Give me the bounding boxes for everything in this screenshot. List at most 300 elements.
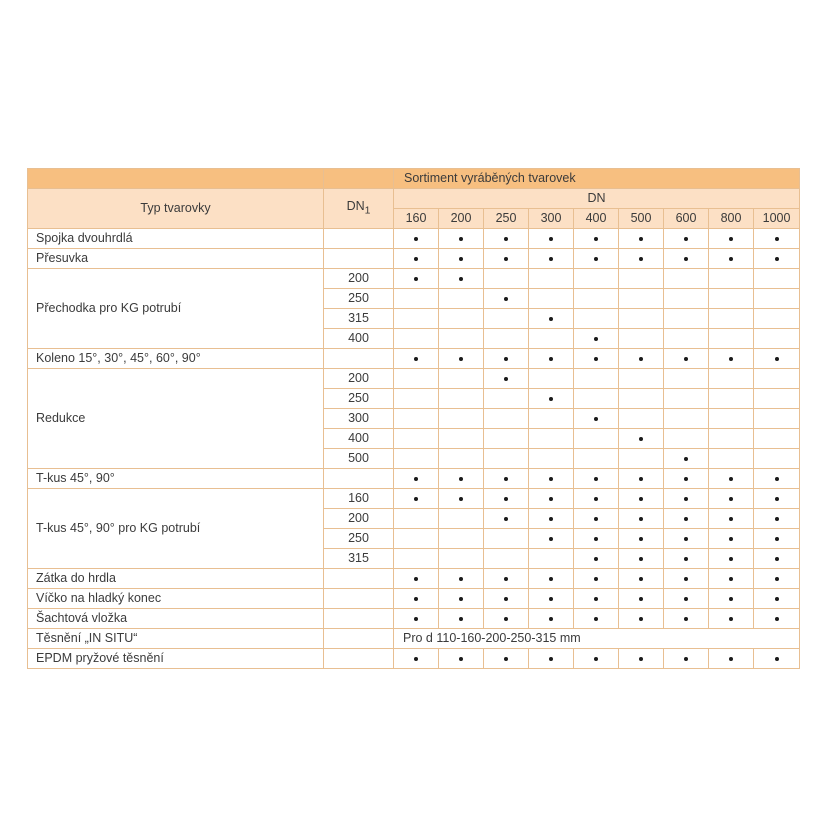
availability-cell-dn500 bbox=[619, 529, 664, 549]
availability-cell-dn160 bbox=[394, 249, 439, 269]
availability-cell-dn500 bbox=[619, 449, 664, 469]
availability-cell-dn800 bbox=[709, 369, 754, 389]
availability-cell-dn200 bbox=[439, 389, 484, 409]
availability-cell-dn400 bbox=[574, 589, 619, 609]
availability-dot-icon bbox=[504, 597, 508, 601]
availability-dot-icon bbox=[414, 497, 418, 501]
availability-cell-dn1000 bbox=[754, 409, 800, 429]
table-row bbox=[28, 229, 800, 249]
row-label: Víčko na hladký konec bbox=[28, 589, 324, 609]
availability-cell-dn800 bbox=[709, 309, 754, 329]
availability-dot-icon bbox=[594, 237, 598, 241]
availability-cell-dn300 bbox=[529, 509, 574, 529]
availability-dot-icon bbox=[684, 617, 688, 621]
fittings-assortment-table bbox=[27, 168, 800, 669]
availability-cell-dn600 bbox=[664, 609, 709, 629]
availability-cell-dn300 bbox=[529, 569, 574, 589]
availability-cell-dn200 bbox=[439, 329, 484, 349]
header-corner-blank bbox=[28, 169, 324, 189]
availability-dot-icon bbox=[594, 337, 598, 341]
availability-cell-dn300 bbox=[529, 289, 574, 309]
availability-cell-dn500 bbox=[619, 589, 664, 609]
availability-cell-dn1000 bbox=[754, 569, 800, 589]
availability-dot-icon bbox=[414, 657, 418, 661]
availability-cell-dn1000 bbox=[754, 369, 800, 389]
availability-cell-dn200 bbox=[439, 269, 484, 289]
availability-cell-dn250 bbox=[484, 449, 529, 469]
availability-cell-dn300 bbox=[529, 329, 574, 349]
column-header-dn1 bbox=[324, 189, 394, 229]
row-dn1-value bbox=[324, 349, 394, 369]
availability-cell-dn800 bbox=[709, 329, 754, 349]
availability-cell-dn200 bbox=[439, 609, 484, 629]
row-label: EPDM pryžové těsnění bbox=[28, 649, 324, 669]
availability-cell-dn600 bbox=[664, 589, 709, 609]
availability-dot-icon bbox=[729, 497, 733, 501]
availability-dot-icon bbox=[549, 537, 553, 541]
availability-cell-dn200 bbox=[439, 429, 484, 449]
availability-cell-dn300 bbox=[529, 649, 574, 669]
availability-cell-dn250 bbox=[484, 389, 529, 409]
availability-cell-dn400 bbox=[574, 489, 619, 509]
table-body bbox=[28, 229, 800, 669]
availability-cell-dn300 bbox=[529, 449, 574, 469]
availability-cell-dn500 bbox=[619, 409, 664, 429]
availability-cell-dn400 bbox=[574, 349, 619, 369]
availability-cell-dn600 bbox=[664, 369, 709, 389]
availability-cell-dn160 bbox=[394, 369, 439, 389]
availability-dot-icon bbox=[684, 477, 688, 481]
availability-cell-dn250 bbox=[484, 269, 529, 289]
row-label: Spojka dvouhrdlá bbox=[28, 229, 324, 249]
availability-dot-icon bbox=[504, 517, 508, 521]
availability-dot-icon bbox=[549, 477, 553, 481]
availability-cell-dn160 bbox=[394, 429, 439, 449]
availability-dot-icon bbox=[549, 317, 553, 321]
table-row bbox=[28, 349, 800, 369]
availability-cell-dn250 bbox=[484, 309, 529, 329]
availability-cell-dn600 bbox=[664, 469, 709, 489]
availability-cell-dn500 bbox=[619, 649, 664, 669]
column-header-size-600: 600 bbox=[664, 209, 709, 229]
availability-dot-icon bbox=[684, 257, 688, 261]
availability-dot-icon bbox=[504, 577, 508, 581]
availability-dot-icon bbox=[775, 657, 779, 661]
row-label: Šachtová vložka bbox=[28, 609, 324, 629]
availability-cell-dn300 bbox=[529, 609, 574, 629]
row-label: Přesuvka bbox=[28, 249, 324, 269]
availability-dot-icon bbox=[639, 617, 643, 621]
availability-cell-dn250 bbox=[484, 489, 529, 509]
availability-dot-icon bbox=[414, 257, 418, 261]
availability-cell-dn400 bbox=[574, 529, 619, 549]
availability-dot-icon bbox=[775, 537, 779, 541]
availability-cell-dn800 bbox=[709, 289, 754, 309]
availability-dot-icon bbox=[459, 617, 463, 621]
availability-dot-icon bbox=[775, 257, 779, 261]
availability-dot-icon bbox=[414, 617, 418, 621]
availability-cell-dn600 bbox=[664, 269, 709, 289]
availability-dot-icon bbox=[729, 477, 733, 481]
availability-cell-dn160 bbox=[394, 269, 439, 289]
availability-dot-icon bbox=[729, 257, 733, 261]
availability-cell-dn1000 bbox=[754, 229, 800, 249]
column-header-size-800: 800 bbox=[709, 209, 754, 229]
availability-cell-dn800 bbox=[709, 529, 754, 549]
row-dn1-value: 500 bbox=[324, 449, 394, 469]
availability-dot-icon bbox=[594, 417, 598, 421]
availability-cell-dn400 bbox=[574, 449, 619, 469]
availability-dot-icon bbox=[459, 237, 463, 241]
availability-cell-dn250 bbox=[484, 369, 529, 389]
row-dn1-value: 250 bbox=[324, 529, 394, 549]
availability-cell-dn250 bbox=[484, 469, 529, 489]
availability-dot-icon bbox=[594, 657, 598, 661]
row-dn1-value: 400 bbox=[324, 429, 394, 449]
availability-cell-dn200 bbox=[439, 309, 484, 329]
row-label: Koleno 15°, 30°, 45°, 60°, 90° bbox=[28, 349, 324, 369]
availability-cell-dn500 bbox=[619, 329, 664, 349]
availability-cell-dn300 bbox=[529, 549, 574, 569]
availability-dot-icon bbox=[504, 657, 508, 661]
column-header-size-200: 200 bbox=[439, 209, 484, 229]
availability-cell-dn250 bbox=[484, 429, 529, 449]
availability-cell-dn800 bbox=[709, 609, 754, 629]
row-dn1-value bbox=[324, 589, 394, 609]
column-header-size-400: 400 bbox=[574, 209, 619, 229]
availability-cell-dn800 bbox=[709, 349, 754, 369]
availability-dot-icon bbox=[459, 597, 463, 601]
column-header-size-500: 500 bbox=[619, 209, 664, 229]
fittings-table-container bbox=[27, 168, 799, 669]
availability-cell-dn500 bbox=[619, 469, 664, 489]
availability-cell-dn600 bbox=[664, 229, 709, 249]
availability-cell-dn200 bbox=[439, 489, 484, 509]
availability-cell-dn300 bbox=[529, 529, 574, 549]
availability-cell-dn800 bbox=[709, 569, 754, 589]
availability-dot-icon bbox=[459, 357, 463, 361]
availability-dot-icon bbox=[684, 557, 688, 561]
availability-cell-dn600 bbox=[664, 309, 709, 329]
availability-dot-icon bbox=[684, 537, 688, 541]
availability-cell-dn400 bbox=[574, 249, 619, 269]
availability-cell-dn1000 bbox=[754, 289, 800, 309]
availability-dot-icon bbox=[594, 477, 598, 481]
availability-cell-dn160 bbox=[394, 609, 439, 629]
availability-cell-dn250 bbox=[484, 549, 529, 569]
row-dn1-value: 200 bbox=[324, 269, 394, 289]
availability-cell-dn600 bbox=[664, 349, 709, 369]
availability-cell-dn500 bbox=[619, 269, 664, 289]
availability-dot-icon bbox=[775, 497, 779, 501]
availability-cell-dn300 bbox=[529, 349, 574, 369]
availability-cell-dn1000 bbox=[754, 649, 800, 669]
availability-cell-dn1000 bbox=[754, 589, 800, 609]
availability-cell-dn800 bbox=[709, 589, 754, 609]
availability-dot-icon bbox=[414, 237, 418, 241]
availability-dot-icon bbox=[775, 357, 779, 361]
row-dn1-value bbox=[324, 629, 394, 649]
availability-dot-icon bbox=[684, 657, 688, 661]
availability-cell-dn1000 bbox=[754, 269, 800, 289]
row-dn1-value bbox=[324, 609, 394, 629]
availability-dot-icon bbox=[639, 237, 643, 241]
availability-cell-dn160 bbox=[394, 389, 439, 409]
availability-cell-dn300 bbox=[529, 389, 574, 409]
availability-dot-icon bbox=[775, 597, 779, 601]
availability-dot-icon bbox=[414, 277, 418, 281]
availability-cell-dn250 bbox=[484, 289, 529, 309]
availability-dot-icon bbox=[504, 257, 508, 261]
availability-cell-dn250 bbox=[484, 529, 529, 549]
availability-cell-dn1000 bbox=[754, 249, 800, 269]
availability-dot-icon bbox=[684, 457, 688, 461]
availability-dot-icon bbox=[729, 577, 733, 581]
availability-dot-icon bbox=[549, 357, 553, 361]
availability-cell-dn600 bbox=[664, 449, 709, 469]
availability-cell-dn1000 bbox=[754, 609, 800, 629]
availability-cell-dn200 bbox=[439, 289, 484, 309]
availability-cell-dn300 bbox=[529, 589, 574, 609]
availability-cell-dn400 bbox=[574, 289, 619, 309]
table-row bbox=[28, 469, 800, 489]
availability-cell-dn500 bbox=[619, 389, 664, 409]
availability-dot-icon bbox=[504, 237, 508, 241]
availability-dot-icon bbox=[775, 577, 779, 581]
availability-cell-dn400 bbox=[574, 409, 619, 429]
header-title-row bbox=[28, 169, 800, 189]
availability-dot-icon bbox=[504, 297, 508, 301]
availability-cell-dn600 bbox=[664, 389, 709, 409]
availability-cell-dn800 bbox=[709, 249, 754, 269]
availability-cell-dn300 bbox=[529, 489, 574, 509]
table-row bbox=[28, 369, 800, 389]
availability-cell-dn800 bbox=[709, 409, 754, 429]
availability-cell-dn800 bbox=[709, 509, 754, 529]
availability-cell-dn250 bbox=[484, 569, 529, 589]
availability-dot-icon bbox=[775, 617, 779, 621]
availability-dot-icon bbox=[459, 497, 463, 501]
header-corner-blank-2 bbox=[324, 169, 394, 189]
availability-cell-dn400 bbox=[574, 229, 619, 249]
availability-cell-dn500 bbox=[619, 569, 664, 589]
availability-dot-icon bbox=[639, 517, 643, 521]
availability-dot-icon bbox=[594, 597, 598, 601]
availability-dot-icon bbox=[729, 657, 733, 661]
availability-dot-icon bbox=[414, 477, 418, 481]
availability-cell-dn400 bbox=[574, 569, 619, 589]
availability-cell-dn1000 bbox=[754, 309, 800, 329]
column-header-dn-group: DN bbox=[394, 189, 800, 209]
availability-cell-dn500 bbox=[619, 429, 664, 449]
header-group-row bbox=[28, 189, 800, 209]
availability-dot-icon bbox=[459, 657, 463, 661]
availability-cell-dn800 bbox=[709, 489, 754, 509]
row-dn1-value: 250 bbox=[324, 289, 394, 309]
availability-cell-dn250 bbox=[484, 589, 529, 609]
table-row bbox=[28, 249, 800, 269]
availability-dot-icon bbox=[504, 617, 508, 621]
availability-cell-dn250 bbox=[484, 609, 529, 629]
availability-dot-icon bbox=[594, 577, 598, 581]
availability-dot-icon bbox=[594, 357, 598, 361]
availability-cell-dn160 bbox=[394, 489, 439, 509]
availability-cell-dn500 bbox=[619, 349, 664, 369]
availability-cell-dn250 bbox=[484, 249, 529, 269]
availability-cell-dn160 bbox=[394, 549, 439, 569]
row-dn1-value: 315 bbox=[324, 309, 394, 329]
row-dn1-value bbox=[324, 649, 394, 669]
row-dn1-value: 160 bbox=[324, 489, 394, 509]
row-dn1-value: 250 bbox=[324, 389, 394, 409]
availability-dot-icon bbox=[639, 257, 643, 261]
availability-cell-dn400 bbox=[574, 509, 619, 529]
availability-cell-dn1000 bbox=[754, 489, 800, 509]
row-dn1-value bbox=[324, 469, 394, 489]
availability-cell-dn500 bbox=[619, 509, 664, 529]
availability-cell-dn200 bbox=[439, 409, 484, 429]
availability-cell-dn400 bbox=[574, 269, 619, 289]
availability-cell-dn500 bbox=[619, 289, 664, 309]
availability-cell-dn600 bbox=[664, 489, 709, 509]
availability-cell-dn300 bbox=[529, 249, 574, 269]
availability-cell-dn160 bbox=[394, 349, 439, 369]
availability-cell-dn250 bbox=[484, 649, 529, 669]
availability-cell-dn400 bbox=[574, 649, 619, 669]
availability-dot-icon bbox=[549, 497, 553, 501]
availability-dot-icon bbox=[504, 357, 508, 361]
availability-dot-icon bbox=[549, 597, 553, 601]
availability-cell-dn250 bbox=[484, 229, 529, 249]
availability-dot-icon bbox=[549, 577, 553, 581]
availability-cell-dn200 bbox=[439, 569, 484, 589]
row-dn1-value: 300 bbox=[324, 409, 394, 429]
availability-cell-dn160 bbox=[394, 569, 439, 589]
availability-cell-dn160 bbox=[394, 589, 439, 609]
availability-dot-icon bbox=[639, 497, 643, 501]
availability-cell-dn200 bbox=[439, 369, 484, 389]
availability-cell-dn300 bbox=[529, 309, 574, 329]
availability-cell-dn200 bbox=[439, 469, 484, 489]
availability-cell-dn500 bbox=[619, 489, 664, 509]
availability-cell-dn250 bbox=[484, 509, 529, 529]
availability-cell-dn250 bbox=[484, 409, 529, 429]
availability-dot-icon bbox=[549, 517, 553, 521]
column-header-size-250: 250 bbox=[484, 209, 529, 229]
availability-cell-dn500 bbox=[619, 609, 664, 629]
availability-dot-icon bbox=[729, 537, 733, 541]
availability-dot-icon bbox=[459, 277, 463, 281]
availability-dot-icon bbox=[639, 657, 643, 661]
availability-cell-dn600 bbox=[664, 249, 709, 269]
availability-dot-icon bbox=[549, 397, 553, 401]
availability-dot-icon bbox=[639, 357, 643, 361]
availability-dot-icon bbox=[729, 597, 733, 601]
row-label: T-kus 45°, 90° pro KG potrubí bbox=[28, 489, 324, 569]
row-dn1-value: 200 bbox=[324, 369, 394, 389]
availability-cell-dn800 bbox=[709, 229, 754, 249]
table-row bbox=[28, 489, 800, 509]
availability-cell-dn400 bbox=[574, 549, 619, 569]
availability-dot-icon bbox=[504, 377, 508, 381]
availability-cell-dn800 bbox=[709, 449, 754, 469]
availability-cell-dn160 bbox=[394, 409, 439, 429]
availability-cell-dn160 bbox=[394, 309, 439, 329]
availability-dot-icon bbox=[775, 477, 779, 481]
availability-dot-icon bbox=[684, 517, 688, 521]
availability-dot-icon bbox=[594, 257, 598, 261]
availability-dot-icon bbox=[459, 477, 463, 481]
availability-dot-icon bbox=[549, 657, 553, 661]
availability-cell-dn1000 bbox=[754, 329, 800, 349]
availability-cell-dn800 bbox=[709, 649, 754, 669]
column-header-size-300: 300 bbox=[529, 209, 574, 229]
availability-cell-dn200 bbox=[439, 249, 484, 269]
availability-cell-dn600 bbox=[664, 289, 709, 309]
availability-dot-icon bbox=[504, 497, 508, 501]
availability-dot-icon bbox=[775, 237, 779, 241]
availability-cell-dn200 bbox=[439, 449, 484, 469]
availability-dot-icon bbox=[729, 357, 733, 361]
table-row bbox=[28, 589, 800, 609]
availability-cell-dn300 bbox=[529, 269, 574, 289]
availability-cell-dn1000 bbox=[754, 529, 800, 549]
availability-dot-icon bbox=[594, 557, 598, 561]
availability-cell-dn300 bbox=[529, 469, 574, 489]
row-dn1-value: 315 bbox=[324, 549, 394, 569]
availability-dot-icon bbox=[639, 577, 643, 581]
availability-cell-dn600 bbox=[664, 409, 709, 429]
availability-cell-dn400 bbox=[574, 309, 619, 329]
availability-cell-dn200 bbox=[439, 589, 484, 609]
table-header bbox=[28, 169, 800, 229]
availability-cell-dn500 bbox=[619, 549, 664, 569]
row-dn1-value bbox=[324, 249, 394, 269]
availability-cell-dn160 bbox=[394, 289, 439, 309]
availability-dot-icon bbox=[684, 357, 688, 361]
availability-cell-dn400 bbox=[574, 389, 619, 409]
availability-cell-dn500 bbox=[619, 369, 664, 389]
table-row bbox=[28, 569, 800, 589]
availability-dot-icon bbox=[459, 577, 463, 581]
row-dn1-value bbox=[324, 569, 394, 589]
availability-dot-icon bbox=[639, 477, 643, 481]
row-label: Těsnění „IN SITU“ bbox=[28, 629, 324, 649]
availability-cell-dn800 bbox=[709, 549, 754, 569]
availability-cell-dn160 bbox=[394, 229, 439, 249]
column-header-type: Typ tvarovky bbox=[28, 189, 324, 229]
availability-dot-icon bbox=[729, 517, 733, 521]
availability-cell-dn300 bbox=[529, 429, 574, 449]
availability-cell-dn600 bbox=[664, 529, 709, 549]
availability-dot-icon bbox=[639, 537, 643, 541]
table-row bbox=[28, 269, 800, 289]
availability-dot-icon bbox=[684, 577, 688, 581]
availability-dot-icon bbox=[775, 517, 779, 521]
availability-cell-dn800 bbox=[709, 429, 754, 449]
availability-cell-dn250 bbox=[484, 349, 529, 369]
availability-dot-icon bbox=[639, 437, 643, 441]
availability-cell-dn500 bbox=[619, 309, 664, 329]
row-span-note: Pro d 110-160-200-250-315 mm bbox=[394, 629, 800, 649]
row-dn1-value: 200 bbox=[324, 509, 394, 529]
availability-dot-icon bbox=[594, 537, 598, 541]
availability-cell-dn500 bbox=[619, 249, 664, 269]
availability-cell-dn400 bbox=[574, 329, 619, 349]
availability-cell-dn200 bbox=[439, 509, 484, 529]
availability-dot-icon bbox=[639, 557, 643, 561]
availability-dot-icon bbox=[639, 597, 643, 601]
